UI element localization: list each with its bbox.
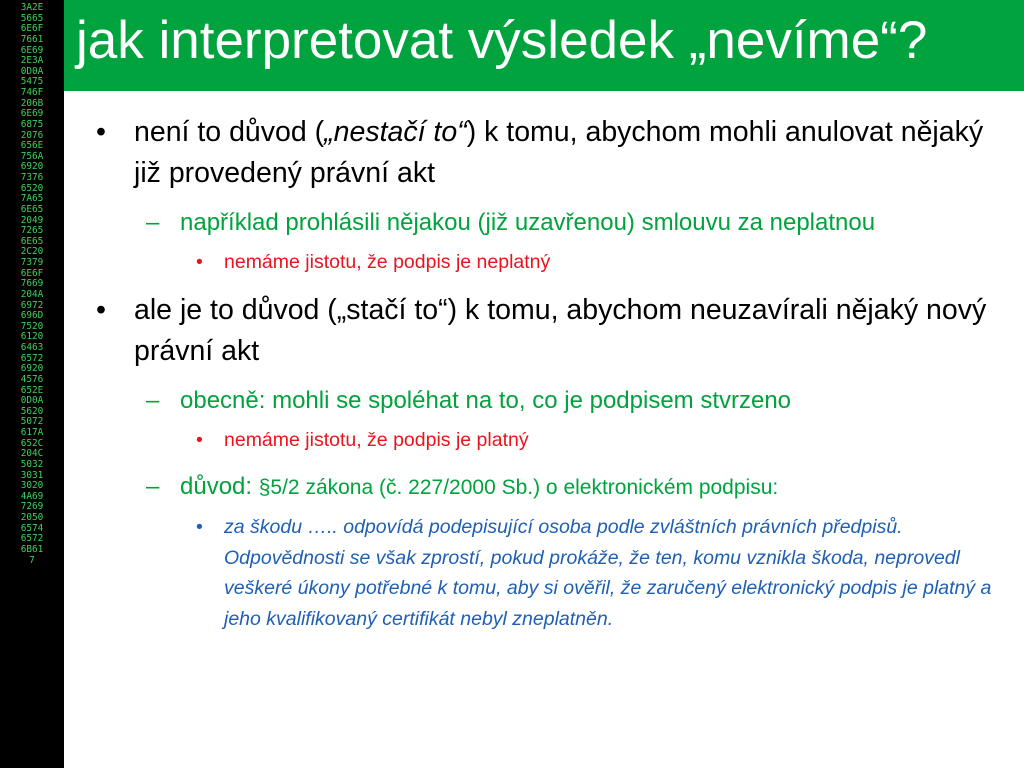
bullet-1-text-post: ) k tomu, abychom mohli anulovat nějaký již provedený právní akt <box>134 116 984 189</box>
hex-line: 6875 <box>20 118 44 130</box>
hex-line: 6972 <box>20 299 44 311</box>
hex-line: 5620 <box>20 405 44 417</box>
hex-line: 6E69 <box>20 44 44 56</box>
hex-line: 6E6F <box>20 23 44 35</box>
bullet-2-sub-1-text: obecně: mohli se spoléhat na to, co je podpisem stvrzeno <box>180 387 792 414</box>
hex-line: 5475 <box>20 76 44 88</box>
bullet-2-sub-2-text: §5/2 zákona (č. 227/2000 Sb.) o elektronickém podpisu: <box>258 476 779 499</box>
hex-line: 6E65 <box>20 203 44 215</box>
hex-line: 746F <box>20 87 44 98</box>
hex-line: 2050 <box>20 512 44 523</box>
bullet-2-sub-1 <box>146 382 1001 419</box>
hex-line: 7669 <box>20 278 44 290</box>
hex-line: 5665 <box>20 12 44 24</box>
hex-line: 696D <box>20 310 44 322</box>
hex-line: 2049 <box>20 214 44 226</box>
hex-line: 7A65 <box>20 193 44 205</box>
slide-title: jak interpretovat výsledek „nevíme“? <box>76 11 928 70</box>
hex-line: 6E65 <box>20 235 44 247</box>
hex-line: 5072 <box>20 416 44 428</box>
hex-line: 6572 <box>20 352 44 364</box>
bullet-2-sub-2 <box>146 468 1001 506</box>
hex-line: 4A69 <box>20 490 44 502</box>
hex-line: 7661 <box>20 33 44 45</box>
hex-line: 6B61 <box>20 543 44 555</box>
hex-line: 7379 <box>20 257 44 268</box>
hex-line: 6120 <box>20 331 44 343</box>
hex-line: 652E <box>20 384 44 396</box>
hex-line: 756A <box>20 150 44 162</box>
hex-line: 2076 <box>20 129 44 141</box>
dash-marker: – <box>146 473 160 500</box>
bullet-2-sub-1-sub <box>196 425 1001 456</box>
hex-line: 7376 <box>20 172 44 183</box>
hex-line: 6520 <box>20 182 44 194</box>
bullet-2-quote <box>196 512 1001 634</box>
hex-line: 206B <box>20 97 44 109</box>
bullet-marker: • <box>96 116 106 148</box>
hex-sidebar <box>0 0 64 768</box>
bullet-marker: • <box>196 251 203 273</box>
hex-line: 7 <box>29 554 35 566</box>
bullet-marker: • <box>196 516 203 538</box>
hex-line: 6920 <box>20 161 44 173</box>
bullet-1-text-pre: není to důvod ( <box>134 116 325 148</box>
hex-line: 204A <box>20 288 44 300</box>
bullet-marker: • <box>196 429 203 451</box>
hex-line: 4576 <box>20 373 44 385</box>
bullet-2-sub-2-label: důvod: <box>180 473 259 500</box>
hex-line: 6574 <box>20 522 44 534</box>
bullet-2-sub-1-sub-text: nemáme jistotu, že podpis je platný <box>224 429 529 451</box>
bullet-2-text: ale je to důvod („stačí to“) k tomu, abychom neuzavírali nějaký nový právní akt <box>134 294 987 367</box>
dash-marker: – <box>146 209 160 236</box>
bullet-1-subsub-text: nemáme jistotu, že podpis je neplatný <box>224 251 551 273</box>
hex-line: 6E6F <box>20 267 44 279</box>
hex-line: 6920 <box>20 363 44 375</box>
bullet-1-text-italic: „nestačí to“ <box>324 116 467 148</box>
hex-line: 656E <box>20 140 44 152</box>
hex-line: 6463 <box>20 342 44 353</box>
hex-line: 2C20 <box>20 246 44 258</box>
dash-marker: – <box>146 387 160 414</box>
hex-line: 7265 <box>20 225 44 237</box>
bullet-1-sub-text: například prohlásili nějakou (již uzavřenou) smlouvu za neplatnou <box>180 209 876 236</box>
bullet-marker: • <box>96 294 106 326</box>
hex-line: 652C <box>20 437 44 449</box>
bullet-1-sub <box>146 204 1001 241</box>
bullet-1-subsub <box>196 247 1001 278</box>
hex-line: 617A <box>20 427 44 438</box>
bullet-2-quote-text: za škodu ….. odpovídá podepisující osoba podle zvláštních právních předpisů. Odpovědnosti se však zprostí, pokud prokáže, že ten, komu vznikla škoda, neprovedl veškeré úkony potřebné k tomu, aby si ověřil, že zaručený elektronický podpis je platný a jeho kvalifikovaný certifikát nebyl zneplatněn. <box>224 516 992 630</box>
hex-line: 3A2E <box>20 2 44 13</box>
hex-line: 0D0A <box>20 395 44 407</box>
hex-line: 204C <box>20 448 44 460</box>
hex-line: 7269 <box>20 501 44 513</box>
hex-line: 3020 <box>20 480 44 492</box>
hex-line: 6E69 <box>20 108 44 120</box>
slide-content <box>96 112 1001 646</box>
bullet-1 <box>96 112 1001 194</box>
hex-line: 0D0A <box>20 65 44 77</box>
title-bar <box>64 0 1024 91</box>
bullet-2 <box>96 290 1001 372</box>
hex-line: 2E3A <box>20 55 44 67</box>
hex-line: 5032 <box>20 458 44 470</box>
hex-line: 3031 <box>20 469 44 481</box>
hex-line: 6572 <box>20 533 44 545</box>
hex-line: 7520 <box>20 320 44 332</box>
